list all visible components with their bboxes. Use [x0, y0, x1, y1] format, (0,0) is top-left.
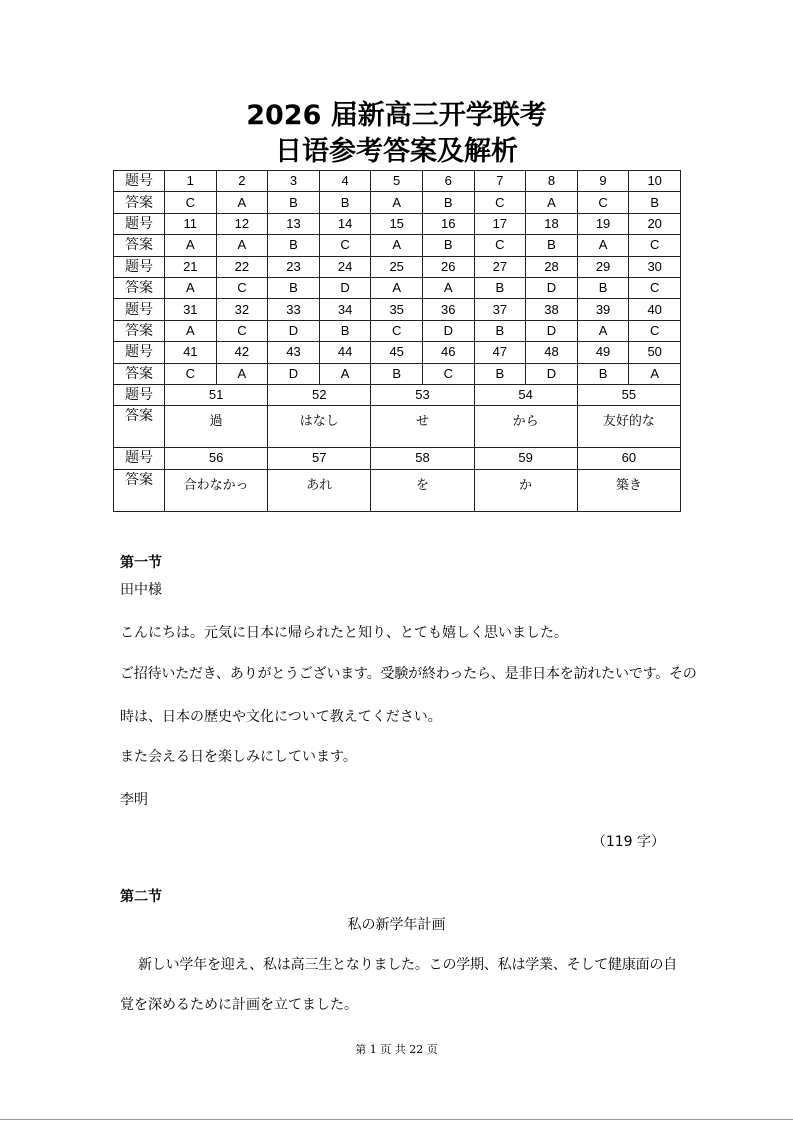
- question-number-cell: 13: [268, 213, 320, 234]
- answer-cell: を: [371, 469, 474, 511]
- answer-cell: A: [371, 192, 423, 213]
- answer-cell: から: [474, 406, 577, 448]
- question-number-cell: 51: [165, 384, 268, 405]
- question-number-cell: 10: [629, 171, 681, 192]
- answer-cell: B: [629, 192, 681, 213]
- answer-cell: A: [165, 235, 217, 256]
- question-number-cell: 35: [371, 299, 423, 320]
- answer-cell: B: [319, 192, 371, 213]
- answer-cell: C: [216, 277, 268, 298]
- answer-cell: C: [422, 363, 474, 384]
- answer-cell: B: [319, 320, 371, 341]
- question-number-cell: 24: [319, 256, 371, 277]
- question-number-cell: 1: [165, 171, 217, 192]
- letter-line: また会える日を楽しみにしています。: [120, 749, 357, 765]
- answer-cell: 友好的な: [577, 406, 680, 448]
- answer-cell: A: [165, 277, 217, 298]
- question-number-cell: 42: [216, 342, 268, 363]
- question-number-cell: 54: [474, 384, 577, 405]
- question-number-cell: 18: [526, 213, 578, 234]
- answer-row: [114, 320, 681, 341]
- question-number-row: [114, 384, 681, 405]
- answer-cell: B: [268, 235, 320, 256]
- answer-cell: せ: [371, 406, 474, 448]
- title-line-2: 日语参考答案及解析: [275, 136, 518, 167]
- question-number-row: [114, 299, 681, 320]
- letter-line: 時は、日本の歴史や文化について教えてください。: [120, 709, 442, 725]
- question-number-cell: 60: [577, 448, 680, 469]
- question-number-cell: 56: [165, 448, 268, 469]
- question-number-cell: 58: [371, 448, 474, 469]
- section2-heading: 第二节: [120, 889, 162, 905]
- answer-cell: B: [422, 235, 474, 256]
- answer-cell: A: [216, 363, 268, 384]
- answer-cell: B: [474, 320, 526, 341]
- row-label-question: 题号: [114, 171, 165, 192]
- answer-cell: C: [319, 235, 371, 256]
- question-number-cell: 8: [526, 171, 578, 192]
- answer-cell: C: [371, 320, 423, 341]
- answer-cell: D: [526, 277, 578, 298]
- question-number-cell: 2: [216, 171, 268, 192]
- answer-cell: C: [216, 320, 268, 341]
- answer-cell: B: [474, 363, 526, 384]
- question-number-row: [114, 448, 681, 469]
- question-number-cell: 30: [629, 256, 681, 277]
- question-number-cell: 14: [319, 213, 371, 234]
- answer-table: [113, 170, 681, 512]
- question-number-cell: 28: [526, 256, 578, 277]
- row-label-question: 题号: [114, 342, 165, 363]
- answer-cell: B: [371, 363, 423, 384]
- question-number-row: [114, 213, 681, 234]
- answer-row: [114, 277, 681, 298]
- question-number-cell: 52: [268, 384, 371, 405]
- question-number-cell: 4: [319, 171, 371, 192]
- row-label-question: 题号: [114, 384, 165, 405]
- question-number-cell: 55: [577, 384, 680, 405]
- row-label-question: 题号: [114, 448, 165, 469]
- question-number-cell: 9: [577, 171, 629, 192]
- answer-cell: A: [216, 235, 268, 256]
- row-label-answer: 答案: [114, 235, 165, 256]
- answer-cell: A: [371, 277, 423, 298]
- question-number-cell: 21: [165, 256, 217, 277]
- answer-cell: A: [165, 320, 217, 341]
- answer-cell: C: [474, 235, 526, 256]
- question-number-cell: 6: [422, 171, 474, 192]
- question-number-cell: 47: [474, 342, 526, 363]
- question-number-row: [114, 171, 681, 192]
- answer-cell: C: [474, 192, 526, 213]
- question-number-cell: 40: [629, 299, 681, 320]
- section1-heading: 第一节: [120, 555, 162, 571]
- question-number-cell: 7: [474, 171, 526, 192]
- question-number-cell: 57: [268, 448, 371, 469]
- answer-cell: D: [268, 320, 320, 341]
- answer-row: [114, 363, 681, 384]
- question-number-cell: 49: [577, 342, 629, 363]
- row-label-question: 题号: [114, 299, 165, 320]
- answer-cell: B: [422, 192, 474, 213]
- question-number-cell: 33: [268, 299, 320, 320]
- question-number-cell: 25: [371, 256, 423, 277]
- question-number-cell: 32: [216, 299, 268, 320]
- question-number-cell: 22: [216, 256, 268, 277]
- page-bottom-rule: [0, 1119, 793, 1120]
- question-number-cell: 44: [319, 342, 371, 363]
- row-label-answer: 答案: [114, 320, 165, 341]
- answer-cell: A: [629, 363, 681, 384]
- row-label-answer: 答案: [114, 363, 165, 384]
- answer-cell: A: [371, 235, 423, 256]
- question-number-cell: 31: [165, 299, 217, 320]
- answer-cell: はなし: [268, 406, 371, 448]
- question-number-cell: 43: [268, 342, 320, 363]
- essay-line: 覚を深めるために計画を立てました。: [120, 997, 358, 1013]
- question-number-row: [114, 256, 681, 277]
- question-number-cell: 45: [371, 342, 423, 363]
- question-number-cell: 39: [577, 299, 629, 320]
- answer-cell: C: [629, 320, 681, 341]
- answer-cell: C: [165, 192, 217, 213]
- question-number-cell: 38: [526, 299, 578, 320]
- answer-cell: A: [319, 363, 371, 384]
- answer-cell: D: [319, 277, 371, 298]
- question-number-cell: 11: [165, 213, 217, 234]
- row-label-answer: 答案: [114, 192, 165, 213]
- question-number-cell: 59: [474, 448, 577, 469]
- char-count: （119 字）: [591, 834, 665, 850]
- answer-cell: D: [422, 320, 474, 341]
- essay-line: 新しい学年を迎え、私は高三生となりました。この学期、私は学業、そして健康面の自: [138, 957, 678, 973]
- answer-cell: A: [526, 192, 578, 213]
- question-number-cell: 15: [371, 213, 423, 234]
- answer-cell: B: [526, 235, 578, 256]
- row-label-answer: 答案: [114, 406, 165, 448]
- answer-cell: C: [629, 235, 681, 256]
- question-number-cell: 36: [422, 299, 474, 320]
- page-footer: 第 1 页 共 22 页: [355, 1043, 438, 1056]
- letter-line: こんにちは。元気に日本に帰られたと知り、とても嬉しく思いました。: [120, 625, 568, 641]
- answer-cell: B: [268, 277, 320, 298]
- answer-cell: A: [577, 235, 629, 256]
- answer-cell: C: [629, 277, 681, 298]
- answer-cell: C: [577, 192, 629, 213]
- letter-signature: 李明: [120, 792, 148, 808]
- letter-salutation: 田中様: [120, 582, 162, 598]
- answer-cell: D: [268, 363, 320, 384]
- row-label-question: 题号: [114, 213, 165, 234]
- question-number-cell: 23: [268, 256, 320, 277]
- question-number-cell: 34: [319, 299, 371, 320]
- row-label-answer: 答案: [114, 469, 165, 511]
- answer-cell: B: [577, 277, 629, 298]
- question-number-cell: 12: [216, 213, 268, 234]
- question-number-cell: 46: [422, 342, 474, 363]
- row-label-question: 题号: [114, 256, 165, 277]
- answer-cell: A: [216, 192, 268, 213]
- question-number-row: [114, 342, 681, 363]
- answer-cell: B: [474, 277, 526, 298]
- question-number-cell: 37: [474, 299, 526, 320]
- question-number-cell: 48: [526, 342, 578, 363]
- answer-row: [114, 469, 681, 511]
- letter-line: ご招待いただき、ありがとうございます。受験が終わったら、是非日本を訪れたいです。その: [120, 666, 697, 682]
- question-number-cell: 3: [268, 171, 320, 192]
- question-number-cell: 26: [422, 256, 474, 277]
- question-number-cell: 27: [474, 256, 526, 277]
- answer-cell: あれ: [268, 469, 371, 511]
- question-number-cell: 20: [629, 213, 681, 234]
- answer-cell: B: [268, 192, 320, 213]
- answer-row: [114, 192, 681, 213]
- answer-cell: B: [577, 363, 629, 384]
- answer-row: [114, 406, 681, 448]
- question-number-cell: 29: [577, 256, 629, 277]
- question-number-cell: 17: [474, 213, 526, 234]
- question-number-cell: 41: [165, 342, 217, 363]
- answer-cell: A: [577, 320, 629, 341]
- question-number-cell: 19: [577, 213, 629, 234]
- answer-cell: D: [526, 363, 578, 384]
- answer-cell: 築き: [577, 469, 680, 511]
- answer-cell: C: [165, 363, 217, 384]
- row-label-answer: 答案: [114, 277, 165, 298]
- answer-cell: D: [526, 320, 578, 341]
- question-number-cell: 16: [422, 213, 474, 234]
- answer-row: [114, 235, 681, 256]
- answer-cell: か: [474, 469, 577, 511]
- answer-cell: 過: [165, 406, 268, 448]
- question-number-cell: 53: [371, 384, 474, 405]
- essay-title: 私の新学年計画: [347, 917, 446, 933]
- title-line-1: 2026 届新高三开学联考: [246, 100, 547, 131]
- question-number-cell: 5: [371, 171, 423, 192]
- question-number-cell: 50: [629, 342, 681, 363]
- answer-cell: 合わなかっ: [165, 469, 268, 511]
- answer-cell: A: [422, 277, 474, 298]
